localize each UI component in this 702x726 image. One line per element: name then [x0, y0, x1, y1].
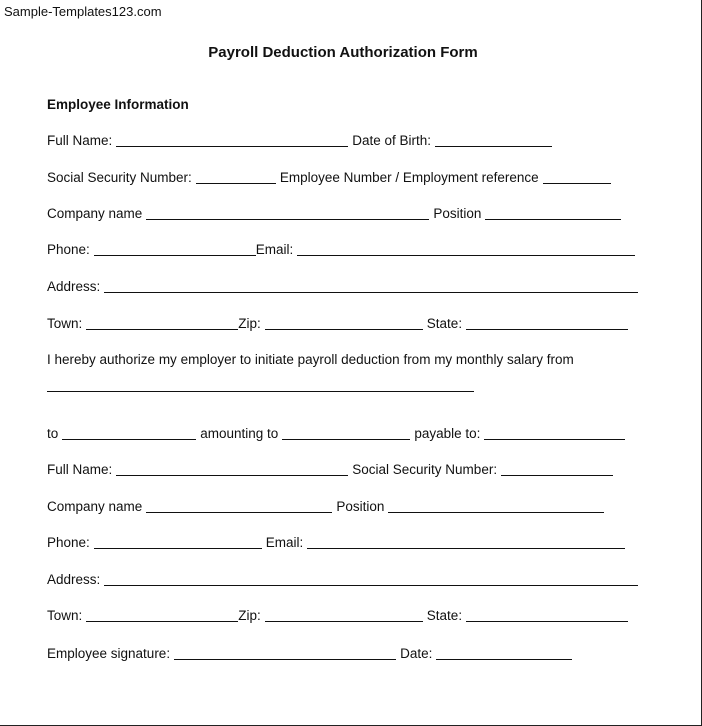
company-field-2[interactable] [146, 511, 332, 513]
authorization-text: I hereby authorize my employer to initiate payroll deduction from my monthly salary from [47, 352, 574, 367]
ssn-label: Social Security Number: [47, 170, 192, 185]
row-company-position-2 [47, 499, 604, 515]
emp-number-field[interactable] [543, 182, 611, 184]
address-label: Address: [47, 279, 101, 294]
email-label: Email: [255, 242, 294, 257]
row-signature-date [47, 646, 572, 662]
phone-field-2[interactable] [94, 547, 262, 549]
full-name-field-2[interactable] [116, 474, 348, 476]
row-address-2 [47, 572, 638, 588]
date-field[interactable] [436, 658, 572, 660]
amounting-to-label: amounting to [200, 426, 279, 441]
town-label-2: Town: [47, 608, 83, 623]
state-label: State: [426, 316, 463, 331]
company-label-2: Company name [47, 499, 143, 514]
position-label-2: Position [336, 499, 385, 514]
row-town-zip-state-2 [47, 608, 628, 624]
full-name-field[interactable] [116, 145, 348, 147]
row-town-zip-state [47, 316, 628, 332]
email-label-2: Email: [265, 535, 304, 550]
emp-number-label: Employee Number / Employment reference [279, 170, 539, 185]
section-heading: Employee Information [47, 97, 189, 112]
town-field-2[interactable] [86, 620, 238, 622]
date-label: Date: [400, 646, 433, 661]
email-field[interactable] [297, 254, 635, 256]
signature-label: Employee signature: [47, 646, 171, 661]
row-name-dob [47, 133, 552, 149]
site-watermark: Sample-Templates123.com [4, 4, 162, 19]
row-authorize-from [47, 390, 474, 394]
state-field[interactable] [466, 328, 628, 330]
position-field[interactable] [485, 218, 621, 220]
address-field-2[interactable] [104, 584, 638, 586]
row-amount [47, 426, 625, 442]
payable-to-label: payable to: [414, 426, 481, 441]
zip-field-2[interactable] [265, 620, 423, 622]
to-label: to [47, 426, 59, 441]
phone-field[interactable] [94, 254, 256, 256]
state-field-2[interactable] [466, 620, 628, 622]
ssn-label-2: Social Security Number: [352, 462, 498, 477]
row-ssn-empnum [47, 170, 611, 186]
phone-label-2: Phone: [47, 535, 90, 550]
zip-label-2: Zip: [238, 608, 261, 623]
address-field[interactable] [104, 291, 638, 293]
full-name-label: Full Name: [47, 133, 113, 148]
row-company-position [47, 206, 621, 222]
email-field-2[interactable] [307, 547, 625, 549]
row-name-ssn [47, 462, 613, 478]
salary-from-field[interactable] [47, 390, 474, 392]
town-field[interactable] [86, 328, 238, 330]
row-address [47, 279, 638, 295]
position-field-2[interactable] [388, 511, 604, 513]
row-phone-email-2 [47, 535, 625, 551]
dob-field[interactable] [435, 145, 552, 147]
amount-field[interactable] [282, 438, 410, 440]
payable-to-field[interactable] [484, 438, 625, 440]
to-field[interactable] [62, 438, 196, 440]
full-name-label-2: Full Name: [47, 462, 113, 477]
phone-label: Phone: [47, 242, 90, 257]
row-phone-email [47, 242, 635, 258]
company-label: Company name [47, 206, 143, 221]
company-field[interactable] [146, 218, 429, 220]
dob-label: Date of Birth: [352, 133, 432, 148]
zip-label: Zip: [238, 316, 261, 331]
state-label-2: State: [426, 608, 463, 623]
position-label: Position [433, 206, 482, 221]
form-title: Payroll Deduction Authorization Form [208, 44, 478, 61]
signature-field[interactable] [174, 658, 396, 660]
address-label-2: Address: [47, 572, 101, 587]
ssn-field-2[interactable] [501, 474, 613, 476]
town-label: Town: [47, 316, 83, 331]
ssn-field[interactable] [196, 182, 276, 184]
zip-field[interactable] [265, 328, 423, 330]
